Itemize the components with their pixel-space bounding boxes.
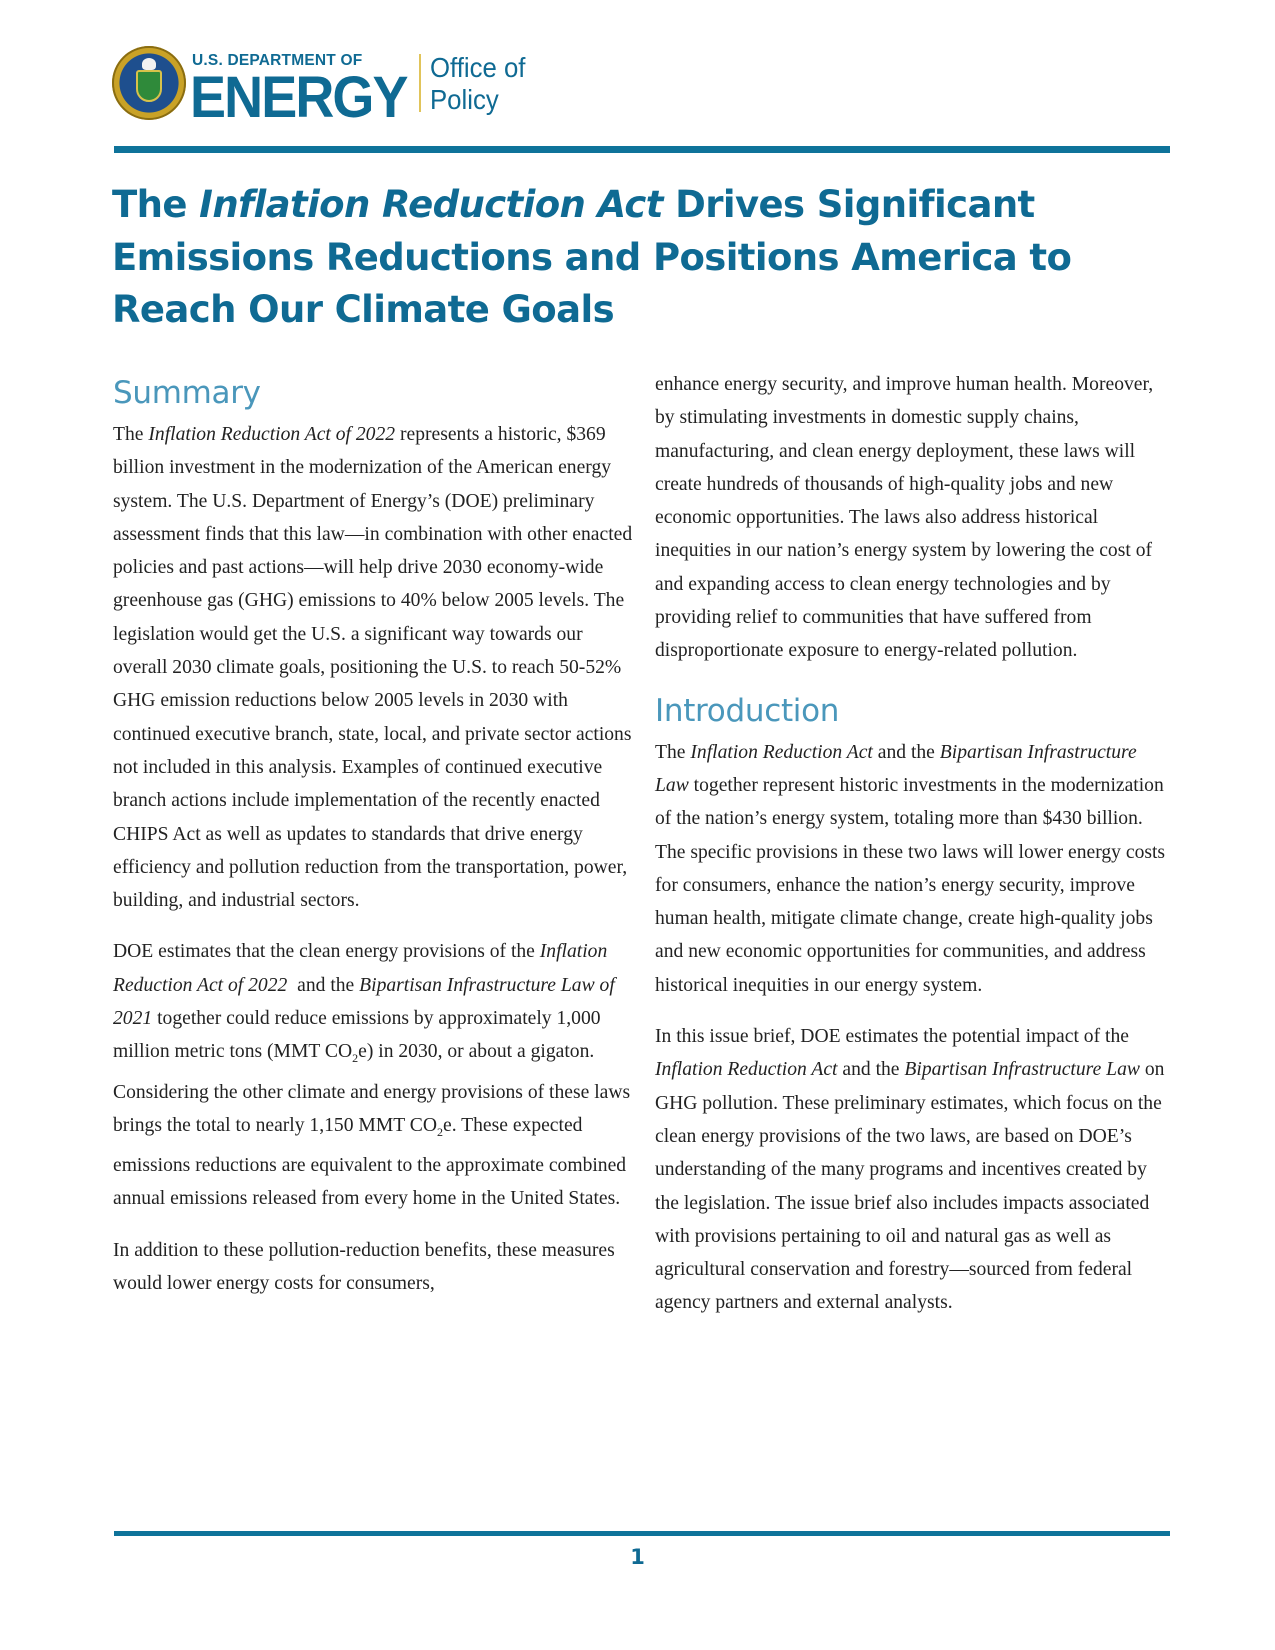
- left-column: [113, 368, 633, 1318]
- title-text-start: The: [112, 183, 200, 226]
- text: and the: [837, 1059, 905, 1081]
- italic-law-name: Inflation Reduction Act of 2022: [148, 424, 396, 445]
- introduction-paragraph-2: [655, 1020, 1175, 1320]
- text: The: [655, 741, 691, 763]
- italic-law-name: Bipartisan Infrastructure Law of 2021: [113, 974, 615, 1030]
- title-italic-act-name: Inflation Reduction Act: [199, 183, 663, 226]
- summary-paragraph-1: [113, 418, 633, 917]
- org-name-line2: ENERGY: [190, 65, 407, 130]
- italic-law-name: Bipartisan Infrastructure Law: [904, 1059, 1140, 1081]
- right-column: [655, 368, 1175, 1338]
- text: and the: [287, 974, 360, 996]
- office-name-line1: Office of: [430, 52, 526, 83]
- text: DOE estimates that the clean energy provisions of the: [113, 941, 540, 963]
- doe-office-of-policy-logo: [112, 46, 552, 130]
- text: e) in 2030, or about a gigaton. Considering the other climate and energy provisions of these laws brings the total to nearly 1,150 MMT CO: [113, 1041, 631, 1136]
- text: together could reduce emissions by approximately 1,000 million metric tons (MMT CO: [113, 1008, 601, 1063]
- page-number: 1: [630, 1545, 645, 1569]
- office-name-line2: Policy: [430, 84, 499, 115]
- footer-rule: [114, 1531, 1170, 1536]
- text: and the: [872, 741, 940, 763]
- text: represents a historic, $369 billion investment in the modernization of the American energy system. The U.S. Department of Energy’s (DOE) preliminary assessment finds that this law—in combination with other enacted policies and past actions—will help drive 2030 economy-wide greenhouse gas (GHG) emissions to 40% below 2005 levels. The legislation would get the U.S. a significant way towards our overall 2030 climate goals, positioning the U.S. to reach 50-52% GHG emission reductions below 2005 levels in 2030 with continued executive branch, state, local, and private sector actions not included in this analysis. Examples of continued executive branch actions include implementation of the recently enacted CHIPS Act as well as updates to standards that drive energy efficiency and pollution reduction from the transportation, power, building, and industrial sectors.: [113, 424, 633, 912]
- introduction-paragraph-1: [655, 736, 1175, 1002]
- header-rule: [114, 146, 1170, 153]
- text: together represent historic investments in the modernization of the nation’s energy system, totaling more than $430 billion. The specific provisions in these two laws will lower energy costs for consumers, enhance the nation’s energy security, improve human health, mitigate climate change, create high-quality jobs and new economic opportunities for communities, and address historical inequities in our energy system.: [655, 774, 1166, 996]
- italic-law-name: Inflation Reduction Act: [655, 1059, 838, 1081]
- text: The: [113, 424, 149, 445]
- italic-law-name: Bipartisan Infrastructure Law: [655, 741, 1137, 796]
- summary-paragraph-3-continued: enhance energy security, and improve human health. Moreover, by stimulating investments in domestic supply chains, manufacturing, and clean energy deployment, these laws will create hundreds of thousands of high-quality jobs and new economic opportunities. The laws also address historical inequities in our nation’s energy system by lowering the cost of and expanding access to clean energy technologies and by providing relief to communities that have suffered from disproportionate exposure to energy-related pollution.: [655, 374, 1154, 662]
- title-text-end: Drives Significant Emissions Reductions and Positions America to Reach Our Climate Goals: [112, 183, 1072, 331]
- summary-paragraph-3: In addition to these pollution-reduction benefits, these measures would lower energy costs for consumers,: [113, 1239, 615, 1294]
- introduction-heading: Introduction: [655, 692, 840, 729]
- italic-law-name: Inflation Reduction Act of 2022: [113, 941, 608, 996]
- org-name-line1: U.S. DEPARTMENT OF: [192, 52, 363, 69]
- text: e. These expected emissions reductions are equivalent to the approximate combined annual emissions released from every home in the United States.: [113, 1114, 627, 1210]
- summary-heading: Summary: [113, 375, 261, 411]
- subscript: 2: [437, 1124, 443, 1139]
- subscript: 2: [352, 1051, 359, 1066]
- logo-divider: [419, 54, 421, 112]
- page-title: [112, 179, 1172, 337]
- text: on GHG pollution. These preliminary estimates, which focus on the clean energy provisions of the two laws, are based on DOE’s understanding of the many programs and incentives created by the legislation. The issue brief also includes impacts associated with provisions pertaining to oil and natural gas as well as agricultural conservation and forestry—sourced from federal agency partners and external analysts.: [655, 1059, 1165, 1314]
- eagle-icon: [142, 58, 156, 70]
- shield-icon: [136, 70, 162, 102]
- doe-seal-icon: [112, 46, 186, 120]
- text: In this issue brief, DOE estimates the potential impact of the: [655, 1026, 1129, 1048]
- summary-paragraph-2: [113, 935, 633, 1215]
- italic-law-name: Inflation Reduction Act: [690, 741, 873, 763]
- office-name: [430, 52, 525, 116]
